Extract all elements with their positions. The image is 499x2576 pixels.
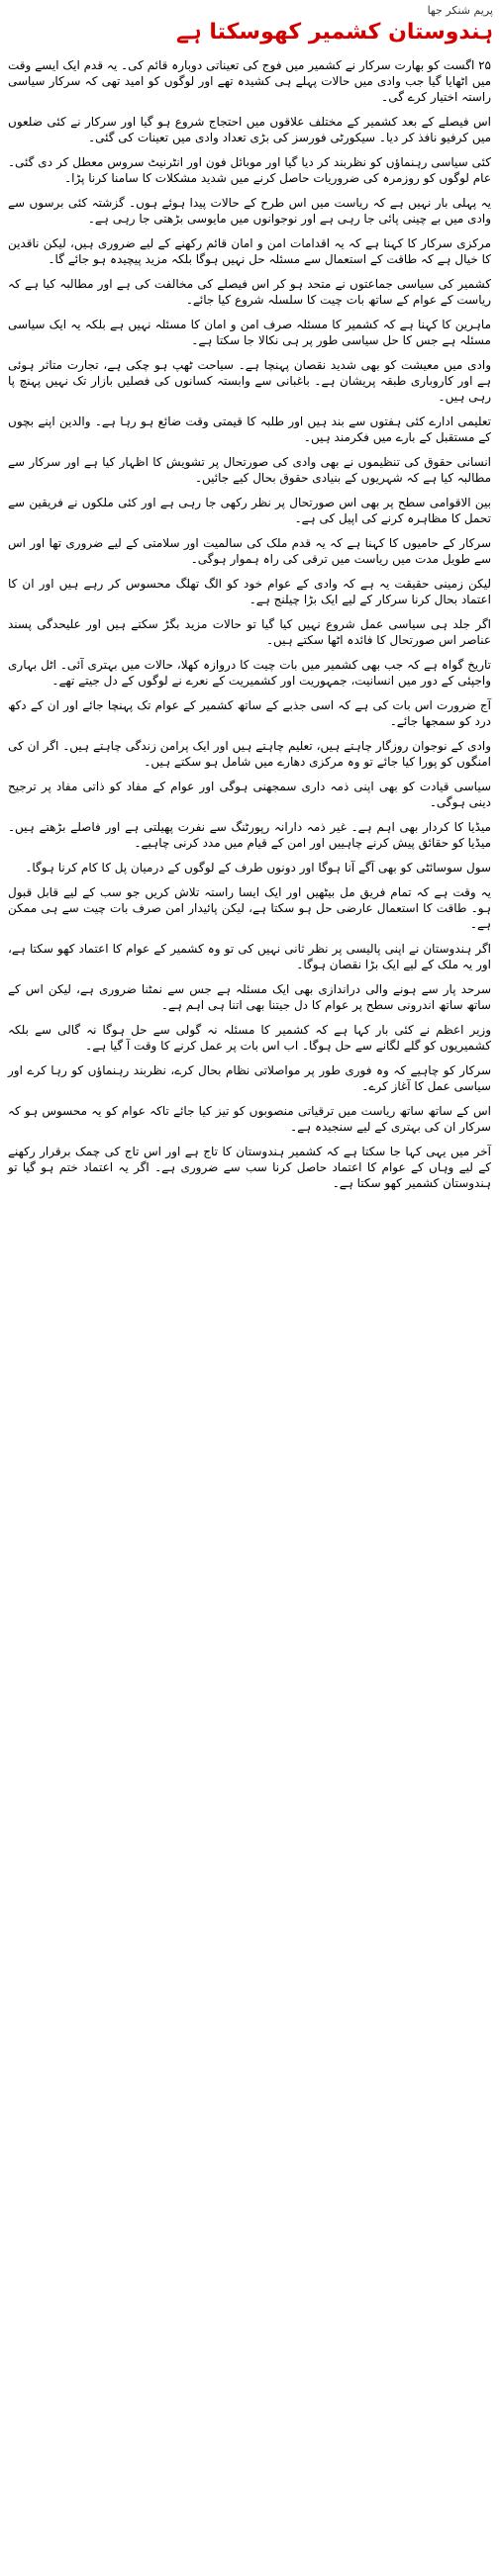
article-paragraph: ماہرین کا کہنا ہے کہ کشمیر کا مسئلہ صرف امن و امان کا مسئلہ نہیں ہے بلکہ یہ ایک سیاسی مسئلہ ہے جس کا حل سیاسی طور پر ہی نکالا جا سکتا ہے۔ <box>8 318 491 347</box>
article-headline: ہندوستان کشمیر کھوسکتا ہے <box>175 20 493 45</box>
article-paragraph: وادی میں معیشت کو بھی شدید نقصان پہنچا ہے۔ سیاحت ٹھپ ہو چکی ہے، تجارت متاثر ہوئی ہے اور کاروباری طبقہ پریشان ہے۔ باغبانی سے وابستہ کسانوں کی فصلیں بازار تک نہیں پہنچ پا رہی ہیں۔ <box>8 358 491 404</box>
article-body <box>8 57 491 1200</box>
article-paragraph: میڈیا کا کردار بھی اہم ہے۔ غیر ذمہ دارانہ رپورٹنگ سے نفرت پھیلتی ہے اور فاصلے بڑھتے ہیں۔ میڈیا کو حقائق پیش کرنے چاہییں اور امن کے قیام میں مدد کرنی چاہیے۔ <box>8 820 491 850</box>
article-paragraph: وادی کے نوجوان روزگار چاہتے ہیں، تعلیم چاہتے ہیں اور ایک پرامن زندگی چاہتے ہیں۔ اگر ان کی امنگوں کو پورا کیا جائے تو وہ مرکزی دھارے میں شامل ہو سکتے ہیں۔ <box>8 739 491 769</box>
article-paragraph: کئی سیاسی رہنماؤں کو نظربند کر دیا گیا اور موبائل فون اور انٹرنیٹ سروس معطل کر دی گئی۔ عام لوگوں کو روزمرہ کی ضروریات حاصل کرنے میں شدید مشکلات کا سامنا کرنا پڑا۔ <box>8 155 491 185</box>
article-paragraph: لیکن زمینی حقیقت یہ ہے کہ وادی کے عوام خود کو الگ تھلگ محسوس کر رہے ہیں اور ان کا اعتماد بحال کرنا سرکار کے لیے ایک بڑا چیلنج ہے۔ <box>8 577 491 606</box>
article-paragraph: آخر میں یہی کہا جا سکتا ہے کہ کشمیر ہندوستان کا تاج ہے اور اس تاج کی چمک برقرار رکھنے کے لیے وہاں کے عوام کا اعتماد حاصل کرنا سب سے ضروری ہے۔ اگر یہ اعتماد ختم ہو گیا تو ہندوستان کشمیر کھو سکتا ہے۔ <box>8 1145 491 1190</box>
article-paragraph: سرکار کو چاہیے کہ وہ فوری طور پر مواصلاتی نظام بحال کرے، نظربند رہنماؤں کو رہا کرے اور سیاسی عمل کا آغاز کرے۔ <box>8 1063 491 1093</box>
article-paragraph: اگر جلد ہی سیاسی عمل شروع نہیں کیا گیا تو حالات مزید بگڑ سکتے ہیں اور علیحدگی پسند عناصر اس صورتحال کا فائدہ اٹھا سکتے ہیں۔ <box>8 617 491 647</box>
article-paragraph: ۲۵ اگست کو بھارت سرکار نے کشمیر میں فوج کی تعیناتی دوبارہ قائم کی۔ یہ قدم ایک ایسے وقت میں اٹھایا گیا جب وادی میں حالات پہلے ہی کشیدہ تھے اور لوگوں کو امید تھی کہ سرکار سیاسی راستہ اختیار کرے گی۔ <box>8 58 491 104</box>
article-paragraph: سیاسی قیادت کو بھی اپنی ذمہ داری سمجھنی ہوگی اور عوام کے مفاد کو ذاتی مفاد پر ترجیح دینی ہوگی۔ <box>8 780 491 809</box>
article-paragraph: اس کے ساتھ ساتھ ریاست میں ترقیاتی منصوبوں کو تیز کیا جائے تاکہ عوام کو یہ محسوس ہو کہ سرکار ان کی بہتری کے لیے سنجیدہ ہے۔ <box>8 1104 491 1134</box>
article-paragraph: سول سوسائٹی کو بھی آگے آنا ہوگا اور دونوں طرف کے لوگوں کے درمیان پل کا کام کرنا ہوگا۔ <box>25 861 491 874</box>
article-paragraph: آج ضرورت اس بات کی ہے کہ اسی جذبے کے ساتھ کشمیر کے عوام تک پہنچا جائے اور ان کے دکھ درد کو سمجھا جائے۔ <box>8 698 491 728</box>
article-paragraph: مرکزی سرکار کا کہنا ہے کہ یہ اقدامات امن و امان قائم رکھنے کے لیے ضروری ہیں، لیکن ناقدین کا خیال ہے کہ طاقت کے استعمال سے مسئلہ حل نہیں ہوگا بلکہ مزید پیچیدہ ہو جائے گا۔ <box>8 236 491 266</box>
article-paragraph: کشمیر کی سیاسی جماعتوں نے متحد ہو کر اس فیصلے کی مخالفت کی ہے اور مطالبہ کیا ہے کہ ریاست کے عوام کے ساتھ بات چیت کا سلسلہ شروع کیا جائے۔ <box>8 277 491 307</box>
article-paragraph: بین الاقوامی سطح پر بھی اس صورتحال پر نظر رکھی جا رہی ہے اور کئی ملکوں نے فریقین سے تحمل کا مظاہرہ کرنے کی اپیل کی ہے۔ <box>8 496 491 525</box>
article-paragraph: یہ پہلی بار نہیں ہے کہ ریاست میں اس طرح کے حالات پیدا ہوئے ہوں۔ گزشتہ کئی برسوں سے وادی میں بے چینی پائی جا رہی ہے اور نوجوانوں میں مایوسی بڑھتی جا رہی ہے۔ <box>8 196 491 226</box>
article-paragraph: اگر ہندوستان نے اپنی پالیسی پر نظر ثانی نہیں کی تو وہ کشمیر کے عوام کا اعتماد کھو سکتا ہے، اور یہ ملک کے لیے ایک بڑا نقصان ہوگا۔ <box>8 942 491 971</box>
article-paragraph: تعلیمی ادارے کئی ہفتوں سے بند ہیں اور طلبہ کا قیمتی وقت ضائع ہو رہا ہے۔ والدین اپنے بچوں کے مستقبل کے بارے میں فکرمند ہیں۔ <box>8 414 491 444</box>
article-paragraph: انسانی حقوق کی تنظیموں نے بھی وادی کی صورتحال پر تشویش کا اظہار کیا ہے اور سرکار سے مطالبہ کیا ہے کہ شہریوں کے بنیادی حقوق بحال کیے جائیں۔ <box>8 455 491 485</box>
article-paragraph: وزیر اعظم نے کئی بار کہا ہے کہ کشمیر کا مسئلہ نہ گولی سے حل ہوگا نہ گالی سے بلکہ کشمیریوں کو گلے لگانے سے حل ہوگا۔ اب اس بات پر عمل کرنے کا وقت آ گیا ہے۔ <box>8 1023 491 1053</box>
article-paragraph: سرحد پار سے ہونے والی دراندازی بھی ایک مسئلہ ہے جس سے نمٹنا ضروری ہے، لیکن اس کے ساتھ ساتھ اندرونی سطح پر عوام کا دل جیتنا بھی اتنا ہی اہم ہے۔ <box>8 982 491 1012</box>
article-paragraph: سرکار کے حامیوں کا کہنا ہے کہ یہ قدم ملک کی سالمیت اور سلامتی کے لیے ضروری تھا اور اس سے طویل مدت میں ریاست میں ترقی کی راہ ہموار ہوگی۔ <box>8 536 491 566</box>
author-byline: پریم شنکر جھا <box>427 4 493 17</box>
article-paragraph: تاریخ گواہ ہے کہ جب بھی کشمیر میں بات چیت کا دروازہ کھلا، حالات میں بہتری آئی۔ اٹل بہاری واجپئی کے دور میں انسانیت، جمہوریت اور کشمیریت کے نعرے نے لوگوں کے دل جیتے تھے۔ <box>8 658 491 688</box>
article-paragraph: اس فیصلے کے بعد کشمیر کے مختلف علاقوں میں احتجاج شروع ہو گیا اور سرکار نے کئی ضلعوں میں کرفیو نافذ کر دیا۔ سیکورٹی فورسز کی بڑی تعداد وادی میں تعینات کی گئی۔ <box>8 115 491 144</box>
article-paragraph: یہ وقت ہے کہ تمام فریق مل بیٹھیں اور ایک ایسا راستہ تلاش کریں جو سب کے لیے قابل قبول ہو۔ طاقت کا استعمال عارضی حل ہو سکتا ہے، لیکن پائیدار امن صرف بات چیت سے ہی ممکن ہے۔ <box>8 885 491 931</box>
